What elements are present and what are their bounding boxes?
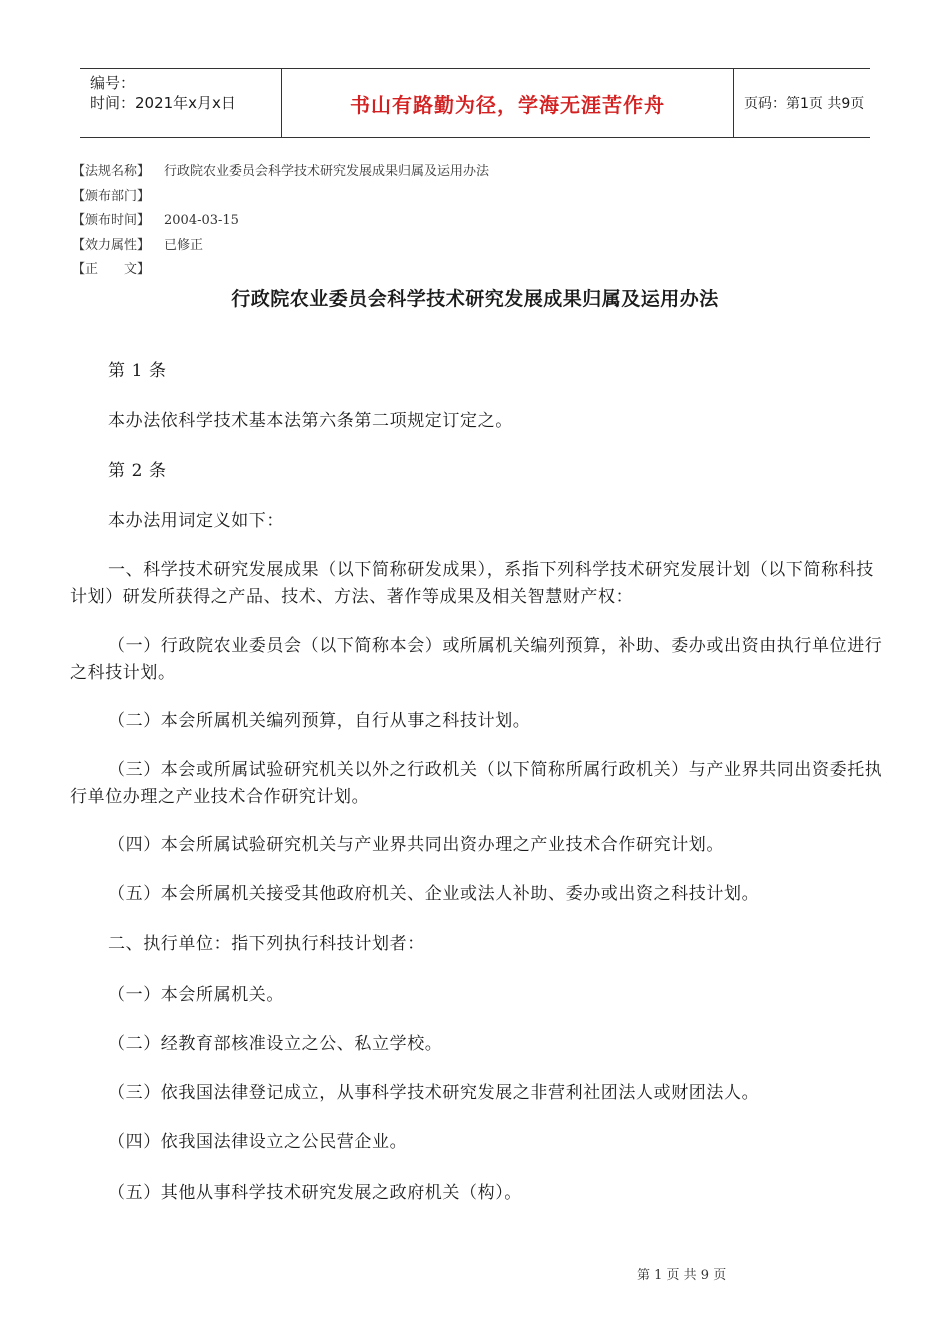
meta-row-department	[72, 185, 489, 210]
header-page-info: 页码：第1页 共9页	[744, 96, 865, 112]
regulation-metadata	[72, 160, 489, 283]
paragraph: （一）本会所属机关。	[108, 985, 284, 1005]
paragraph: （二）本会所属机关编列预算，自行从事之科技计划。	[108, 711, 531, 731]
paragraph: 本办法用词定义如下：	[108, 511, 284, 531]
meta-value: 已修正	[164, 237, 204, 253]
paragraph: （三）依我国法律登记成立，从事科学技术研究发展之非营利社团法人或财团法人。	[108, 1083, 760, 1103]
article-heading: 第 2 条	[108, 461, 167, 481]
paragraph: （四）依我国法律设立之公民营企业。	[108, 1132, 408, 1152]
footer-page-number: 第 1 页 共 9 页	[637, 1268, 727, 1283]
paragraph: （一）行政院农业委员会（以下简称本会）或所属机关编列预算，补助、委办或出资由执行单位进行之科技计划。	[70, 636, 883, 683]
meta-row-body	[72, 258, 489, 283]
paragraph: 本办法依科学技术基本法第六条第二项规定订定之。	[108, 411, 513, 431]
header-time: 时间：2021年x月x日	[90, 94, 236, 112]
header-motto: 书山有路勤为径，学海无涯苦作舟	[282, 69, 734, 137]
meta-row-status	[72, 234, 489, 259]
meta-label: 【正 文】	[72, 262, 151, 277]
header-number: 编号：	[90, 74, 136, 92]
paragraph: 二、执行单位：指下列执行科技计划者：	[108, 934, 425, 954]
meta-row-name	[72, 160, 489, 185]
meta-row-date	[72, 209, 489, 234]
meta-label: 【颁布部门】	[72, 188, 151, 204]
document-title: 行政院农业委员会科学技术研究发展成果归属及运用办法	[231, 288, 719, 310]
meta-label: 【颁布时间】	[72, 213, 151, 228]
meta-value: 行政院农业委员会科学技术研究发展成果归属及运用办法	[164, 164, 490, 179]
paragraph: （四）本会所属试验研究机关与产业界共同出资办理之产业技术合作研究计划。	[108, 835, 724, 855]
page-header	[80, 68, 870, 138]
meta-label: 【效力属性】	[72, 237, 151, 253]
paragraph: （五）本会所属机关接受其他政府机关、企业或法人补助、委办或出资之科技计划。	[108, 884, 760, 904]
meta-value: 2004-03-15	[164, 213, 239, 228]
paragraph: （二）经教育部核准设立之公、私立学校。	[108, 1034, 443, 1054]
article-heading: 第 1 条	[108, 361, 167, 381]
paragraph: 一、科学技术研究发展成果（以下简称研发成果），系指下列科学技术研究发展计划（以下简称科技计划）研发所获得之产品、技术、方法、著作等成果及相关智慧财产权：	[70, 560, 874, 607]
header-left-cell	[80, 69, 282, 137]
paragraph: （五）其他从事科学技术研究发展之政府机关（构）。	[108, 1183, 522, 1203]
paragraph: （三）本会或所属试验研究机关以外之行政机关（以下简称所属行政机关）与产业界共同出资委托执行单位办理之产业技术合作研究计划。	[70, 760, 883, 807]
meta-label: 【法规名称】	[72, 164, 151, 179]
